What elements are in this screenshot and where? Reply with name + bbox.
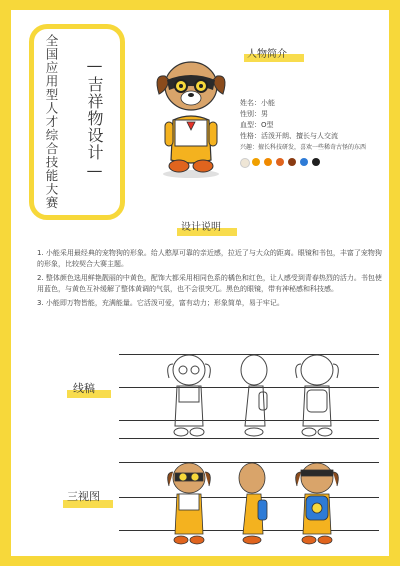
color-swatch — [312, 158, 320, 166]
mascot-illustration — [151, 50, 231, 180]
design-paragraph: 2. 整体颜色选用鲜艳靓丽的中黄色，配饰大都采用相同色系的橘色和红色，让人感受到青春热烈的活力。书包使用蓝色，与黄色互补缓解了整体黄调的气氛，也不会很突兀。黑色的眼镜，带有神秘感和科技感。 — [37, 274, 382, 293]
color-swatch — [240, 158, 250, 168]
design-paragraph: 1. 小能采用最经典的宠物狗的形象。给人憨厚可靠的亲近感，拉近了与大众的距离。眼镜和书包，丰富了宠物狗的形象，比较契合大赛主题。 — [37, 249, 382, 268]
design-heading: 设计说明 — [181, 222, 221, 233]
profile-personality: 性格：活泼开朗、擅长与人交流 — [240, 132, 338, 140]
profile-interests: 兴趣：擅长科技研发，喜欢一些稀奇古怪的东西 — [240, 144, 367, 151]
line-art-views — [159, 348, 349, 440]
profile-blood-type: 血型：O型 — [240, 121, 274, 129]
design-paragraph: 3. 小能即万物皆能，充满能量。它活泼可爱，富有动力；形象简单，易于牢记。 — [37, 299, 284, 307]
color-swatch — [300, 158, 308, 166]
color-swatch — [264, 158, 272, 166]
three-view-illustration — [159, 456, 349, 548]
three-view-label: 三视图 — [67, 490, 100, 503]
mascot-design-subtitle: —吉祥物设计— — [85, 56, 104, 181]
design-description — [37, 248, 385, 309]
color-swatch — [252, 158, 260, 166]
contest-title: 全国应用型人才综合技能大赛 — [44, 34, 59, 210]
line-art-label: 线稿 — [73, 382, 95, 395]
profile-gender: 性别：男 — [240, 110, 268, 118]
color-swatch — [276, 158, 284, 166]
profile-name: 姓名：小能 — [240, 99, 275, 107]
profile-list — [240, 98, 390, 153]
profile-heading: 人物简介 — [247, 49, 287, 60]
color-swatch — [288, 158, 296, 166]
